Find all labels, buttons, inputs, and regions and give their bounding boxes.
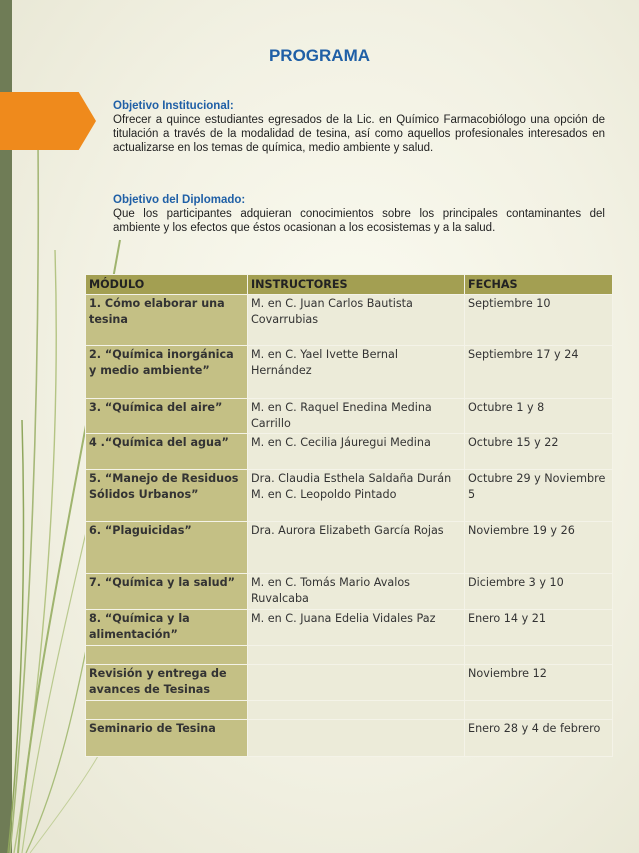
instructor-name: M. en C. Tomás Mario Avalos Ruvalcaba — [251, 576, 411, 605]
cell-modulo: 7. “Química y la salud” — [86, 574, 248, 610]
table-row — [86, 399, 613, 434]
table-row — [86, 665, 613, 701]
cell-instructores — [248, 399, 465, 434]
cell-instructores — [248, 434, 465, 470]
cell-fechas: Enero 28 y 4 de febrero — [465, 720, 613, 757]
cell-fechas: Septiembre 10 — [465, 295, 613, 346]
cell-modulo: 6. “Plaguicidas” — [86, 522, 248, 574]
instructor-name: Dra. Aurora Elizabeth García Rojas — [251, 524, 444, 537]
instructor-name: M. en C. Juan Carlos Bautista Covarrubias — [251, 297, 413, 326]
cell-fechas: Septiembre 17 y 24 — [465, 346, 613, 399]
table-row — [86, 522, 613, 574]
table-row — [86, 610, 613, 646]
cell-modulo: Revisión y entrega de avances de Tesinas — [86, 665, 248, 701]
cell-empty — [86, 701, 248, 720]
cell-instructores — [248, 720, 465, 757]
objetivo-institucional-heading: Objetivo Institucional: — [113, 100, 234, 112]
cell-empty — [248, 646, 465, 665]
header-modulo: MÓDULO — [86, 275, 248, 295]
cell-modulo: 5. “Manejo de Residuos Sólidos Urbanos” — [86, 470, 248, 522]
header-instructores: INSTRUCTORES — [248, 275, 465, 295]
cell-instructores — [248, 295, 465, 346]
cell-fechas: Enero 14 y 21 — [465, 610, 613, 646]
cell-modulo: 2. “Química inorgánica y medio ambiente” — [86, 346, 248, 399]
cell-modulo: 3. “Química del aire” — [86, 399, 248, 434]
instructor-name: Dra. Claudia Esthela Saldaña Durán — [251, 472, 452, 485]
table-row — [86, 434, 613, 470]
cell-empty — [465, 701, 613, 720]
objetivo-diplomado-section — [113, 193, 605, 235]
header-fechas: FECHAS — [465, 275, 613, 295]
table-row — [86, 295, 613, 346]
cell-modulo: 1. Cómo elaborar una tesina — [86, 295, 248, 346]
cell-instructores — [248, 522, 465, 574]
table-row — [86, 574, 613, 610]
cell-modulo: 4 .“Química del agua” — [86, 434, 248, 470]
cell-fechas: Octubre 1 y 8 — [465, 399, 613, 434]
cell-empty — [465, 646, 613, 665]
cell-fechas: Diciembre 3 y 10 — [465, 574, 613, 610]
cell-instructores — [248, 574, 465, 610]
cell-instructores — [248, 610, 465, 646]
table-row — [86, 470, 613, 522]
cell-fechas: Octubre 15 y 22 — [465, 434, 613, 470]
cell-modulo: Seminario de Tesina — [86, 720, 248, 757]
cell-empty — [248, 701, 465, 720]
instructor-name: M. en C. Yael Ivette Bernal Hernández — [251, 348, 398, 377]
cell-fechas: Noviembre 12 — [465, 665, 613, 701]
program-table — [85, 274, 613, 757]
table-row — [86, 346, 613, 399]
page-title: PROGRAMA — [268, 46, 371, 65]
cell-instructores — [248, 346, 465, 399]
cell-instructores — [248, 665, 465, 701]
table-header-row — [86, 275, 613, 295]
cell-fechas: Noviembre 19 y 26 — [465, 522, 613, 574]
orange-arrow-tab — [0, 92, 96, 150]
table-row — [86, 720, 613, 757]
instructor-name: M. en C. Cecilia Jáuregui Medina — [251, 436, 431, 449]
objetivo-institucional-section — [113, 99, 605, 155]
objetivo-institucional-text: Ofrecer a quince estudiantes egresados de la Lic. en Químico Farmacobiólogo una opción de titulación a través de la modalidad de tesina, así como aquellos profesionales interesados en actualizarse en los temas de química, medio ambiente y salud. — [113, 114, 605, 154]
objetivo-diplomado-text: Que los participantes adquieran conocimientos sobre los principales contaminantes del ambiente y los efectos que éstos ocasionan a los ecosistemas y a la salud. — [113, 208, 605, 234]
instructor-name: M. en C. Leopoldo Pintado — [251, 488, 397, 501]
table-spacer-row — [86, 646, 613, 665]
table-spacer-row — [86, 701, 613, 720]
cell-empty — [86, 646, 248, 665]
cell-instructores — [248, 470, 465, 522]
objetivo-diplomado-heading: Objetivo del Diplomado: — [113, 194, 246, 206]
cell-modulo: 8. “Química y la alimentación” — [86, 610, 248, 646]
instructor-name: M. en C. Juana Edelia Vidales Paz — [251, 612, 436, 625]
cell-fechas: Octubre 29 y Noviembre 5 — [465, 470, 613, 522]
instructor-name: M. en C. Raquel Enedina Medina Carrillo — [251, 401, 432, 430]
